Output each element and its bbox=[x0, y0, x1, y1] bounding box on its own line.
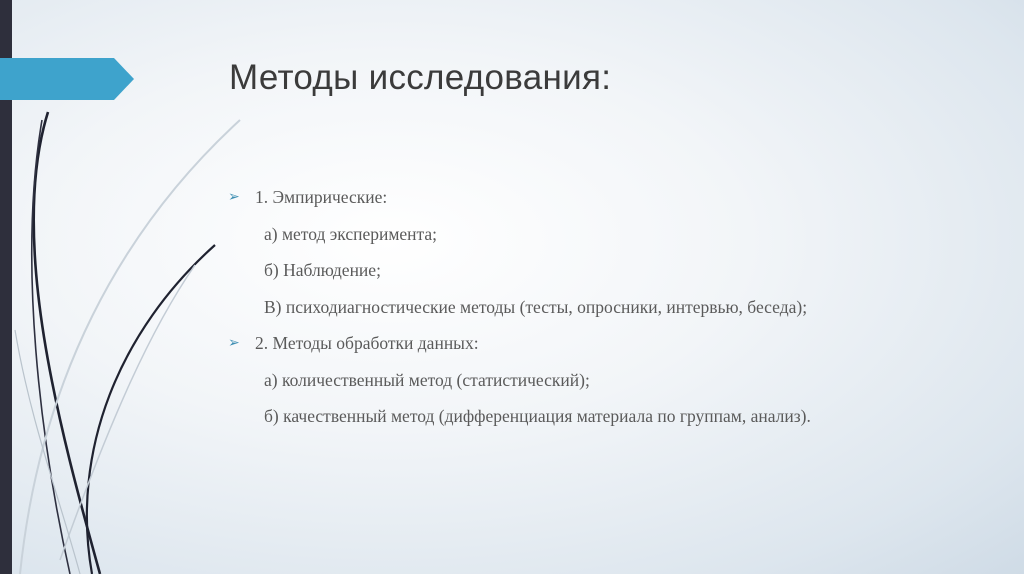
content-list bbox=[228, 179, 988, 435]
list-item bbox=[228, 398, 988, 435]
list-item-text: 2. Методы обработки данных: bbox=[255, 333, 479, 353]
list-item bbox=[228, 362, 988, 399]
list-item-text: В) психодиагностические методы (тесты, опросники, интервью, беседа); bbox=[264, 296, 808, 317]
list-item-text: а) метод эксперимента; bbox=[264, 223, 438, 244]
list-item bbox=[228, 325, 988, 362]
list-item-text: б) качественный метод (дифференциация материала по группам, анализ). bbox=[264, 406, 811, 426]
list-item-text: б) Наблюдение; bbox=[264, 260, 381, 280]
list-item-text: а) количественный метод (статистический); bbox=[264, 369, 590, 390]
list-item bbox=[228, 216, 988, 253]
slide-title: Методы исследования: bbox=[229, 58, 612, 97]
list-item bbox=[228, 179, 988, 216]
chevron-right-icon: ➢ bbox=[228, 335, 240, 351]
list-item-text: 1. Эмпирические: bbox=[255, 187, 388, 207]
chevron-right-icon: ➢ bbox=[228, 189, 240, 205]
list-item bbox=[228, 252, 988, 289]
list-item bbox=[228, 289, 988, 326]
title-accent-tab bbox=[0, 58, 134, 100]
